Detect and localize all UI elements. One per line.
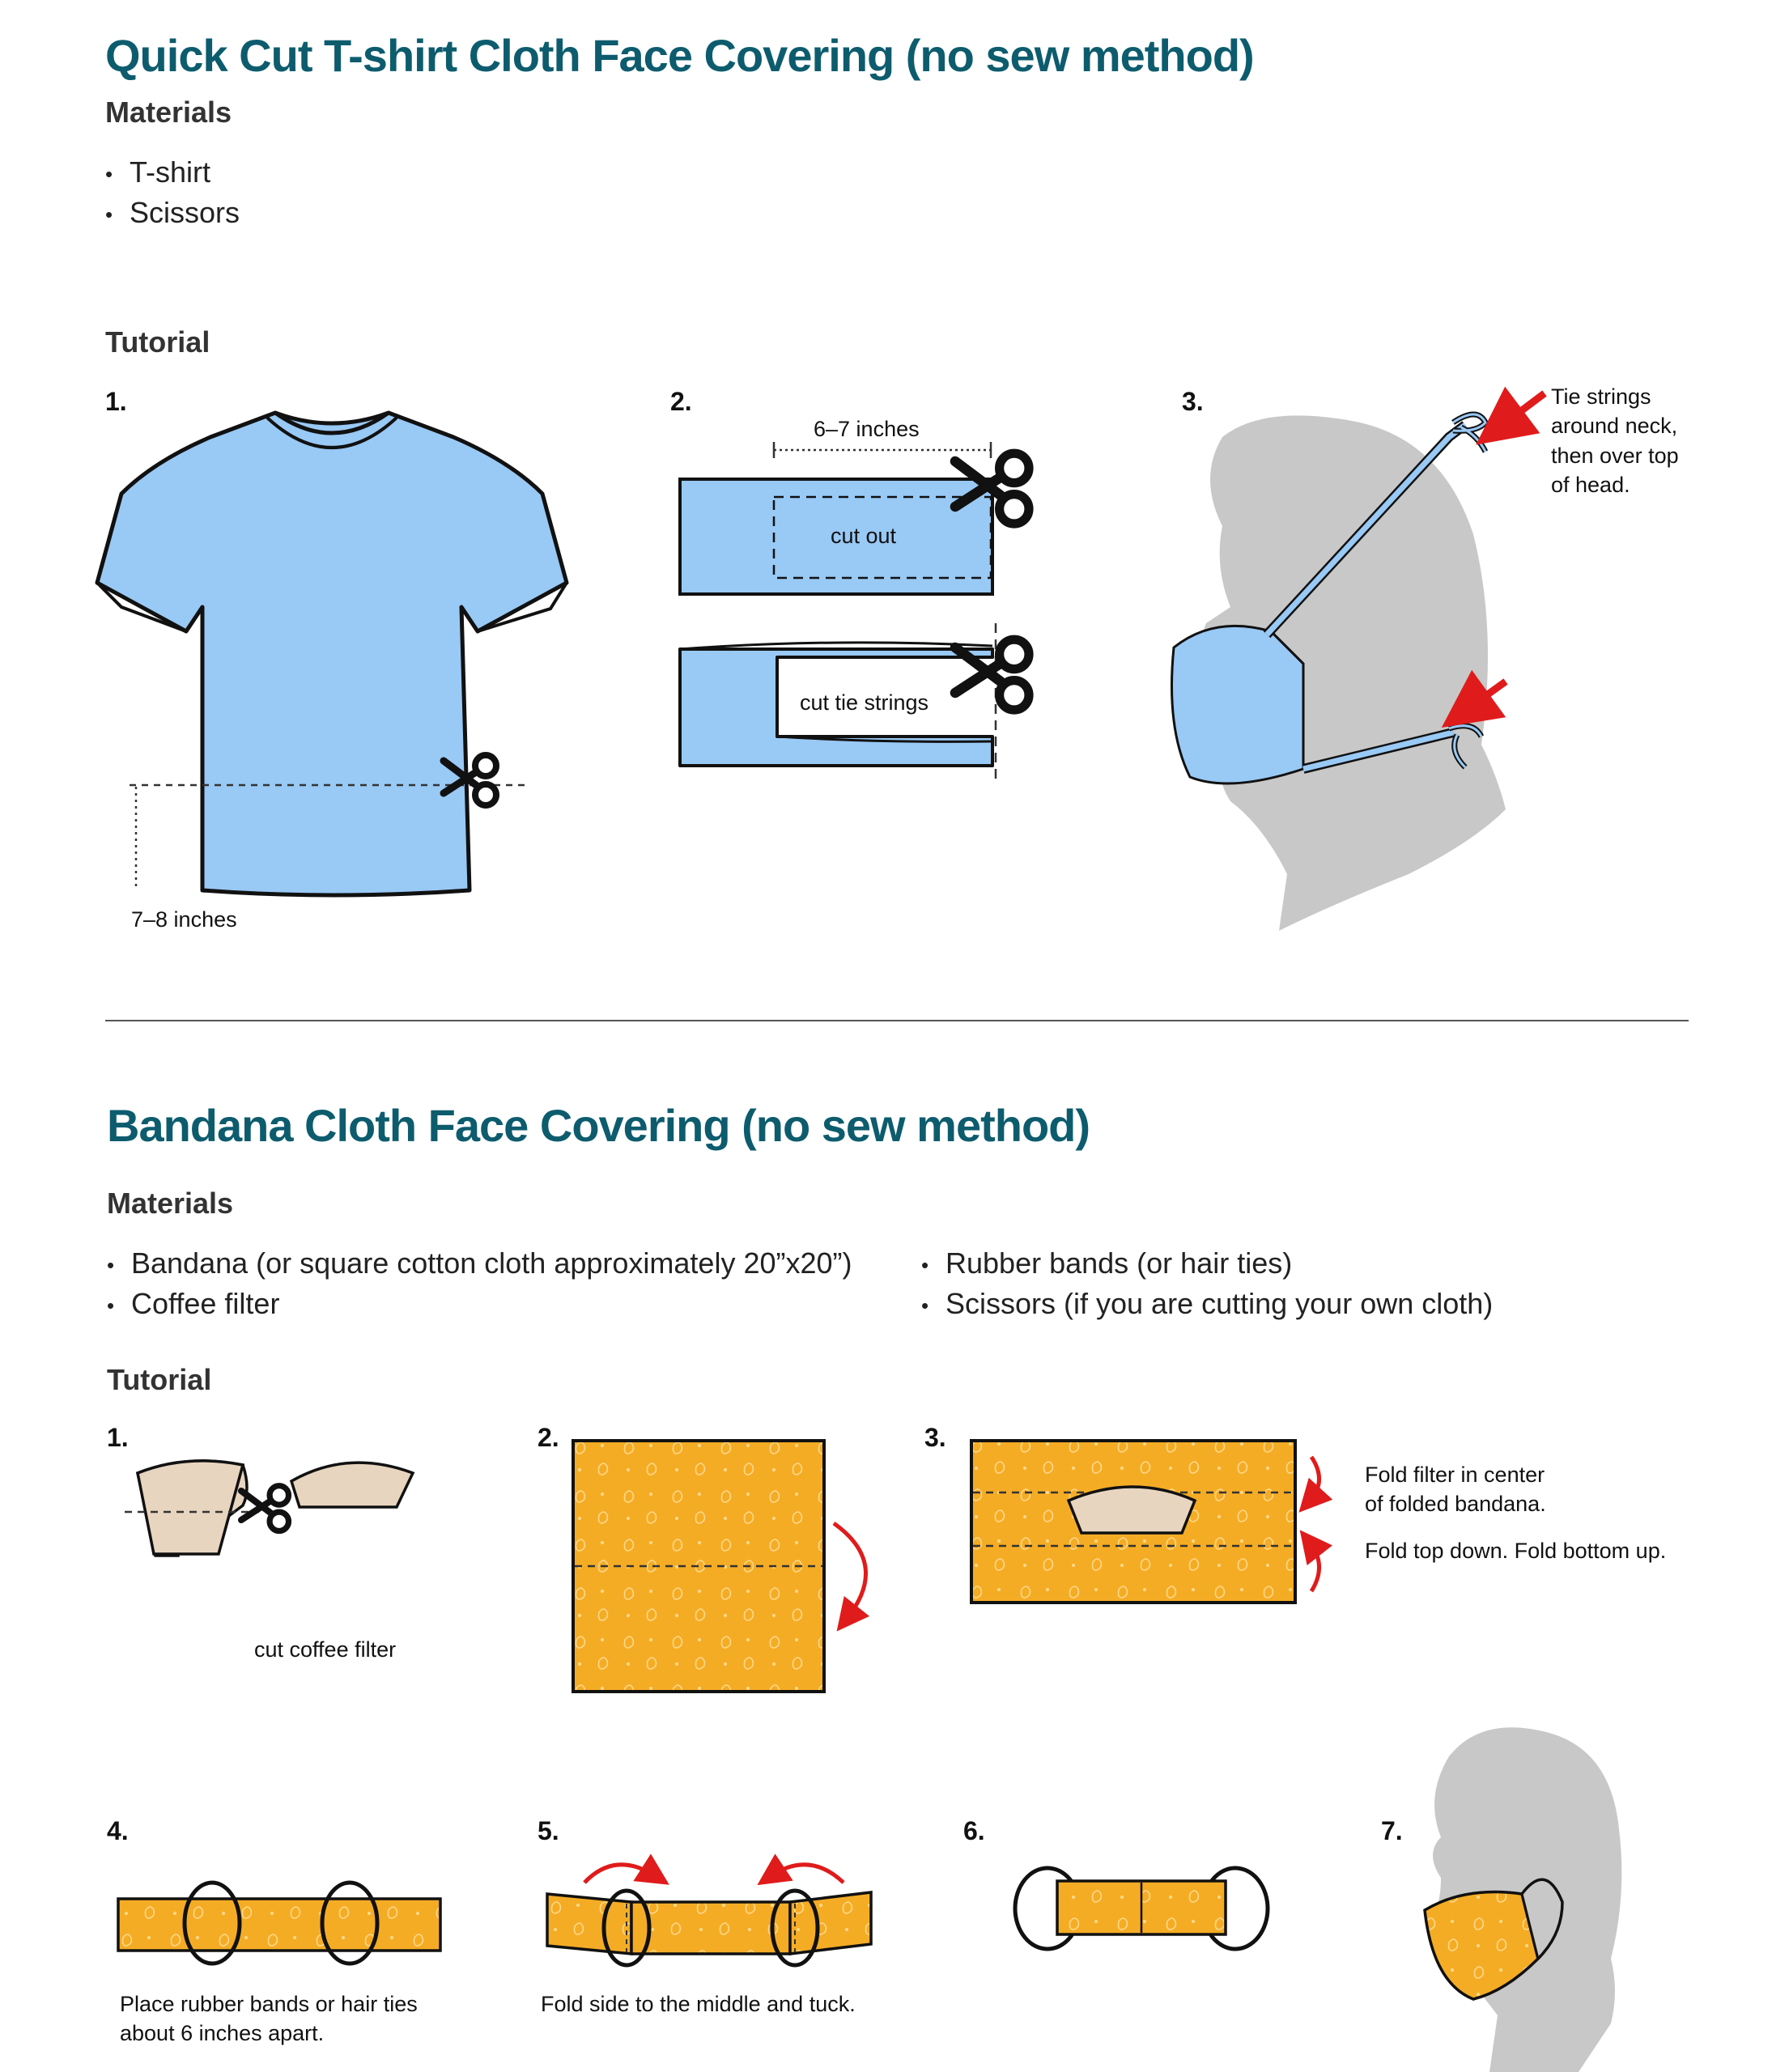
step2-measure-label: 6–7 inches xyxy=(814,417,920,441)
step-number: 6. xyxy=(963,1816,985,1845)
person-wearing-covering-illustration xyxy=(1417,1716,1724,2072)
cut-out-label: cut out xyxy=(831,524,897,548)
step1-measure-label: 7–8 inches xyxy=(131,907,237,932)
cut-coffee-filter-label: cut coffee filter xyxy=(254,1637,397,1662)
scissors-icon xyxy=(444,761,508,817)
scissors-icon xyxy=(955,461,1044,542)
section-divider xyxy=(105,1020,1689,1021)
section2-materials-heading: Materials xyxy=(107,1187,234,1220)
material-item: • Scissors (if you are cutting your own cloth) xyxy=(921,1287,1493,1321)
head-mask-illustration xyxy=(1166,388,1781,939)
section2-tutorial-heading: Tutorial xyxy=(107,1363,212,1396)
tshirt-illustration xyxy=(89,405,575,906)
step-number: 3. xyxy=(924,1423,946,1452)
step-number: 3. xyxy=(1182,387,1204,416)
step3-note-filter: Fold filter in center of folded bandana. xyxy=(1365,1463,1546,1517)
step5-label: Fold side to the middle and tuck. xyxy=(541,1992,856,2016)
bandana-strip-bands-illustration xyxy=(113,1878,453,1975)
bandana-folded-illustration xyxy=(963,1433,1352,1611)
scissors-icon xyxy=(241,1491,298,1539)
step-number: 7. xyxy=(1381,1816,1403,1845)
cut-tie-strings-label: cut tie strings xyxy=(800,690,929,715)
step-number: 2. xyxy=(670,387,692,416)
bandana-square-illustration xyxy=(567,1434,882,1709)
material-item: • Rubber bands (or hair ties) xyxy=(921,1246,1292,1280)
material-item: • T-shirt xyxy=(105,155,210,189)
section1-title: Quick Cut T-shirt Cloth Face Covering (no sew method) xyxy=(105,30,1254,81)
bandana-fold-sides-illustration xyxy=(542,1845,882,1975)
section1-tutorial-heading: Tutorial xyxy=(105,325,210,359)
step-number: 5. xyxy=(538,1816,559,1845)
material-item: • Coffee filter xyxy=(107,1287,279,1321)
step-number: 1. xyxy=(105,387,127,416)
step-number: 2. xyxy=(538,1423,559,1452)
material-item: • Scissors xyxy=(105,196,240,230)
step-number: 1. xyxy=(107,1423,129,1452)
finished-covering-illustration xyxy=(1012,1862,1271,1959)
section1-materials-heading: Materials xyxy=(105,96,232,129)
scissors-icon xyxy=(955,648,1044,728)
step4-label: Place rubber bands or hair ties about 6 inches apart. xyxy=(120,1992,418,2046)
step-number: 4. xyxy=(107,1816,129,1845)
material-item: • Bandana (or square cotton cloth approximately 20”x20”) xyxy=(107,1246,852,1280)
step3-note-fold: Fold top down. Fold bottom up. xyxy=(1365,1539,1667,1563)
step3-note: Tie strings around neck, then over top of head. xyxy=(1551,384,1679,498)
section2-title: Bandana Cloth Face Covering (no sew method) xyxy=(107,1100,1090,1151)
